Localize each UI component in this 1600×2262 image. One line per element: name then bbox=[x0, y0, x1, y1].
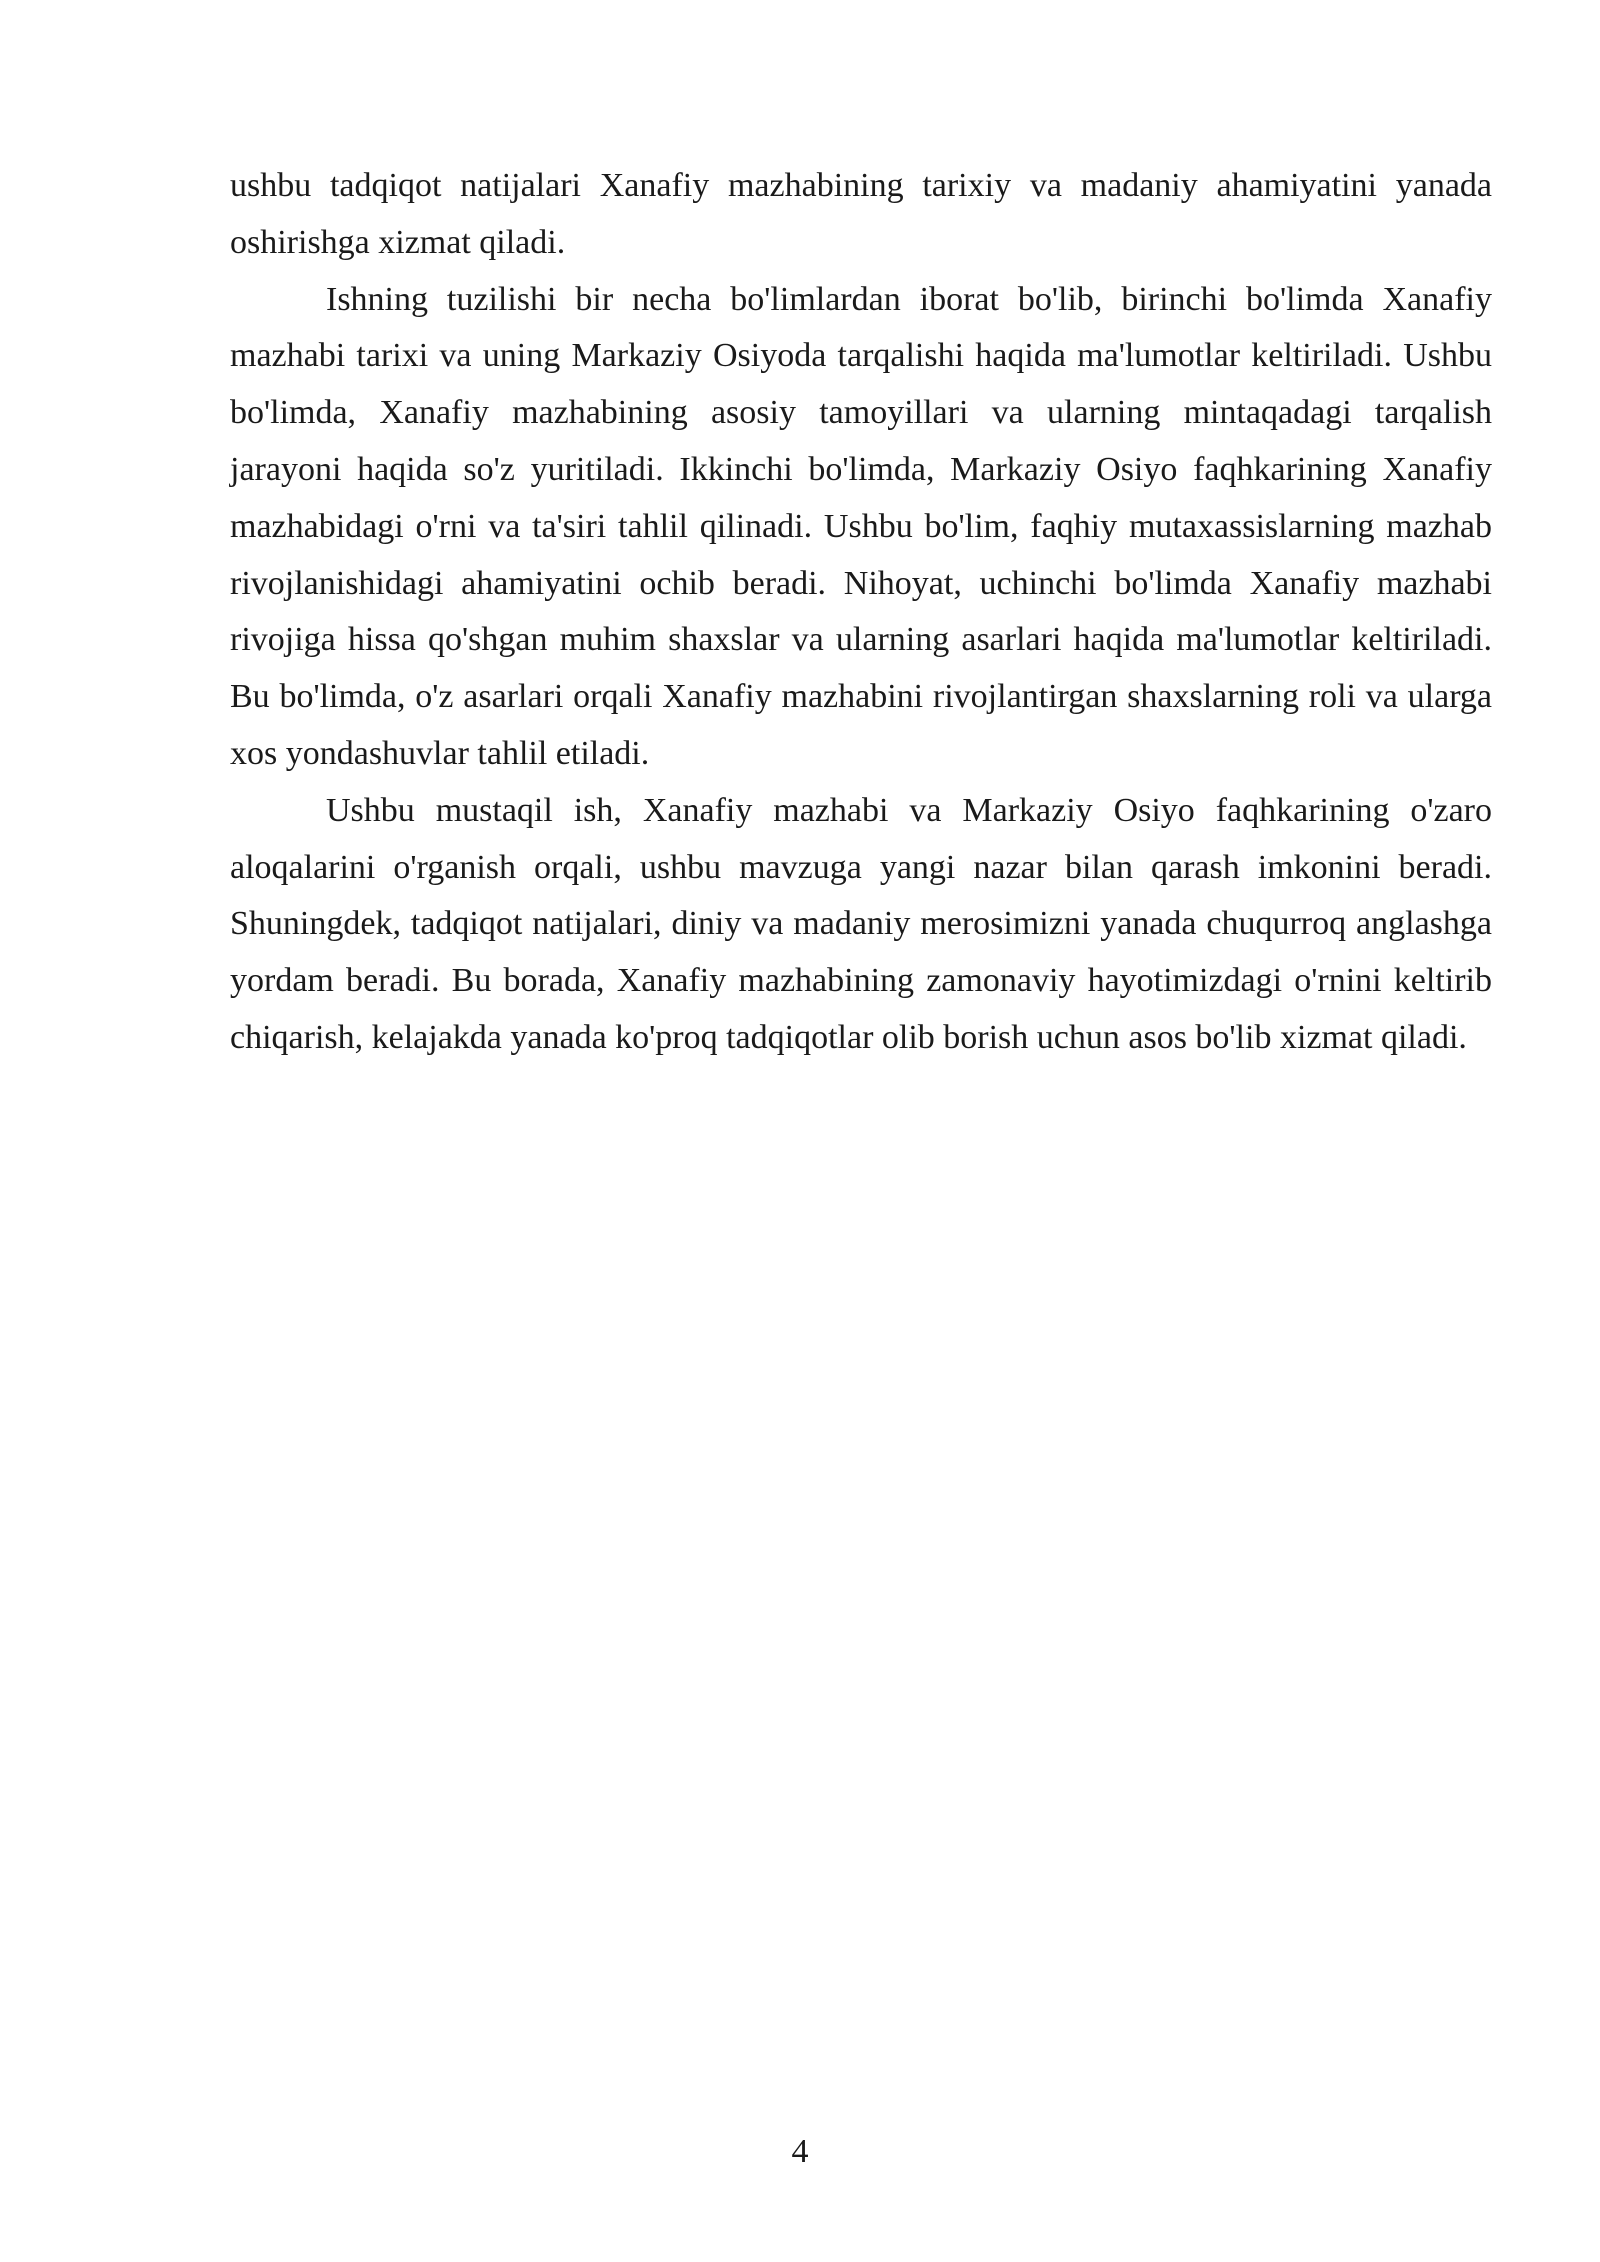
paragraph-structure: Ishning tuzilishi bir necha bo'limlardan iborat bo'lib, birinchi bo'limda Xanafiy mazhabi tarixi va uning Markaziy Osiyoda tarqalishi haqida ma'lumotlar keltiriladi. Ushbu bo'limda, Xanafiy mazhabining asosiy tamoyillari va ularning mintaqadagi tarqalish jarayoni haqida so'z yuritiladi. Ikkinchi bo'limda, Markaziy Osiyo faqhkarining Xanafiy mazhabidagi o'rni va ta'siri tahlil qilinadi. Ushbu bo'lim, faqhiy mutaxassislarning mazhab rivojlanishidagi ahamiyatini ochib beradi. Nihoyat, uchinchi bo'limda Xanafiy mazhabi rivojiga hissa qo'shgan muhim shaxslar va ularning asarlari haqida ma'lumotlar keltiriladi. Bu bo'limda, o'z asarlari orqali Xanafiy mazhabini rivojlantirgan shaxslarning roli va ularga xos yondashuvlar tahlil etiladi. bbox=[230, 280, 1492, 772]
page-number: 4 bbox=[791, 2133, 809, 2170]
body-text bbox=[230, 158, 1492, 1067]
paragraph-continuation: ushbu tadqiqot natijalari Xanafiy mazhabining tarixiy va madaniy ahamiyatini yanada oshirishga xizmat qiladi. bbox=[230, 167, 1492, 261]
paragraph-conclusion: Ushbu mustaqil ish, Xanafiy mazhabi va Markaziy Osiyo faqhkarining o'zaro aloqalarini o'rganish orqali, ushbu mavzuga yangi nazar bilan qarash imkonini beradi. Shuningdek, tadqiqot natijalari, diniy va madaniy merosimizni yanada chuqurroq anglashga yordam beradi. Bu borada, Xanafiy mazhabining zamonaviy hayotimizdagi o'rnini keltirib chiqarish, kelajakda yanada ko'proq tadqiqotlar olib borish uchun asos bo'lib xizmat qiladi. bbox=[230, 791, 1492, 1056]
